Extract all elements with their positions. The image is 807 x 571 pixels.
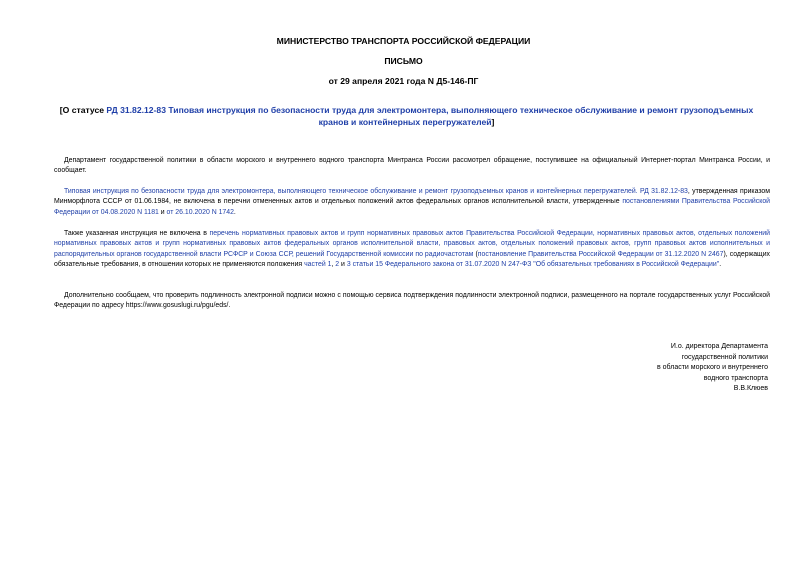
paragraph-3 — [54, 229, 770, 271]
signature-block — [657, 342, 768, 395]
title-suffix: ] — [491, 117, 495, 127]
federal-law-link[interactable]: 3 статьи 15 Федерального закона от 31.07.2020 N 247-ФЗ "Об обязательных требованиях в Российской Федерации" — [346, 261, 720, 269]
paragraph-2-and: и — [158, 208, 167, 216]
signature-line-4: водного транспорта — [703, 374, 768, 382]
paragraph-3-text-1: Также указанная инструкция не включена в — [64, 230, 210, 237]
paragraph-2-end: . — [233, 208, 236, 216]
paragraph-3-text-5: и — [339, 261, 347, 269]
paragraph-1: Департамент государственной политики в области морского и внутреннего водного транспорта Минтранса России рассмотрел обращение, поступившее на официальный Интернет-портал Минтранса России, и сообщает. — [54, 157, 770, 175]
signature-name: В.В.Клюев — [733, 385, 768, 393]
title-link[interactable]: РД 31.82.12-83 Типовая инструкция по безопасности труда для электромонтера, выполняющего техническое обслуживание и ремонт грузоподъемных кранов и контейнерных перегружателей — [106, 105, 754, 127]
signature-line-3: в области морского и внутреннего — [656, 364, 768, 372]
acts-list-link[interactable]: перечень нормативных правовых актов и групп нормативных правовых актов Правительства Российской Федерации, нормативных правовых актов, отдельных положений нормативных правовых актов и групп нормативных правовых актов федеральных органов исполнительной власти, правовых актов, отдельных положений правовых актов, групп правовых актов исполнительных и распорядительных органов государственной власти РСФСР и Союза ССР, решений Государственной комиссии по радиочастотам — [54, 230, 770, 258]
paragraph-4: Дополнительно сообщаем, что проверить подлинность электронной подписи можно с помощью сервиса подтверждения подлинности электронной подписи, размещенного на портале государственных услуг Российской Федерации по адресу https://www.gosuslugi.ru/pgu/eds/. — [54, 292, 770, 310]
part-2-link[interactable]: 2 — [335, 261, 340, 269]
instruction-link[interactable]: Типовая инструкция по безопасности труда для электромонтера, выполняющего техническое обслуживание и ремонт грузоподъемных кранов и контейнерных перегружателей. РД 31.82.12-83 — [64, 188, 688, 195]
decree-1181-link[interactable]: постановлениями Правительства Российской Федерации от 04.08.2020 N 1181 — [54, 198, 770, 216]
title-prefix: [О статусе — [59, 105, 107, 115]
document-date-number: от 29 апреля 2021 года N Д5-146-ПГ — [328, 76, 479, 86]
part-1-link[interactable]: частей 1 — [304, 261, 332, 269]
decree-1742-link[interactable]: от 26.10.2020 N 1742 — [166, 208, 234, 216]
paragraph-3-text-3: ), содержащих обязательные требования, в отношении которых не применяются положения — [54, 250, 770, 269]
paragraph-2 — [54, 187, 770, 218]
paragraph-3-text-6: . — [719, 261, 722, 269]
paragraph-2-text: , утвержденная приказом Минморфлота СССР от 01.06.1984, не включена в перечни отмененных актов и отдельных положений актов федеральных органов исполнительной власти, утвержденные — [54, 188, 770, 206]
ministry-heading: МИНИСТЕРСТВО ТРАНСПОРТА РОССИЙСКОЙ ФЕДЕРАЦИИ — [276, 36, 531, 46]
paragraph-3-text-4: , — [331, 261, 336, 269]
signature-line-2: государственной политики — [681, 353, 768, 361]
paragraph-3-text-2: ( — [473, 250, 478, 258]
document-type: ПИСЬМО — [384, 56, 423, 66]
decree-2467-link[interactable]: постановление Правительства Российской Федерации от 31.12.2020 N 2467 — [477, 250, 724, 258]
document-title — [44, 104, 769, 128]
signature-line-1: И.о. директора Департамента — [670, 343, 768, 350]
